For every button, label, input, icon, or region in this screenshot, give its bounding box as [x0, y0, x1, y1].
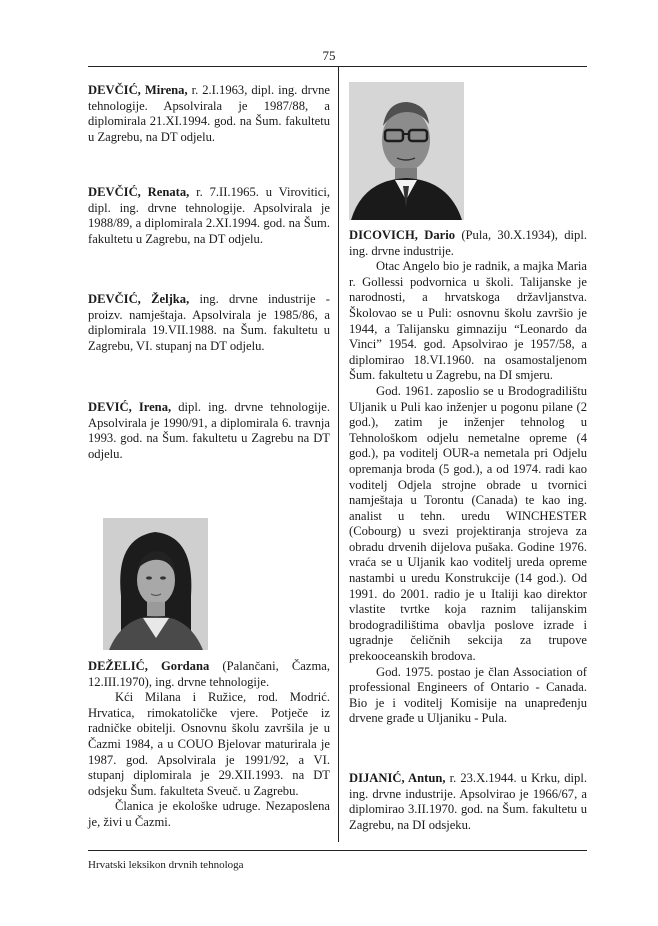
entry-text: r. 2.I.1963, dipl. ing. drvne tehnologije. Apsolvirala je 1987/88, a diplomirala 21.XI.1994. god. na Šum. fakultetu u Zagrebu, na DT odjelu.	[88, 83, 330, 144]
entry-name: DEVIĆ, Irena,	[88, 400, 172, 414]
column-divider	[338, 67, 339, 842]
entry-name: DEVČIĆ, Željka,	[88, 292, 190, 306]
entry-text: ing. drvne industrije - proizv. namještaja. Apsolvirala je 1985/86, a diplomirala 19.VII.1988. na Šum. fakultetu u Zagrebu, VI. stupanj na DT odjelu.	[88, 292, 330, 353]
entry-text: (Pula, 30.X.1934), dipl. ing. drvne industrije.	[349, 228, 587, 258]
entry-devcic-renata	[88, 185, 330, 247]
entry-text: r. 23.X.1944. u Krku, dipl. ing. drvne industrije. Apsolvirao je 1966/67, a diplomirao 3.II.1970. god. na Šum. fakultetu u Zagrebu, na DI odsjeku.	[349, 771, 588, 832]
portrait-photo-dicovich	[349, 82, 464, 220]
entry-name: DIJANIĆ, Antun,	[349, 771, 446, 785]
entry-name: DEVČIĆ, Mirena,	[88, 83, 188, 97]
entry-dezelic-gordana	[88, 659, 330, 831]
entry-paragraph: Kći Milana i Ružice, rod. Modrić. Hrvatica, rimokatoličke vjere. Potječe iz radničke obitelji. Osnovnu školu završila je u Čazmi 1984, a u COUO Bjelovar maturirala je 1987. god. Apsolvirala je 1991/92, a VI. stupanj diplomirala je 29.XII.1993. na DT odsjeku Šum. fakulteta Sveuč. u Zagrebu.	[88, 690, 330, 798]
entry-paragraph: God. 1975. postao je član Association of professional Engineers of Ontario - Canada. Bio je i voditelj Komisije na unapređenju drvene građe u Uljaniku - Pula.	[349, 664, 587, 726]
entry-devic-irena	[88, 400, 330, 462]
footer-text: Hrvatski leksikon drvnih tehnologa	[88, 859, 244, 871]
entry-text: r. 7.II.1965. u Virovitici, dipl. ing. drvne tehnologije. Apsolvirala je 1988/89, a diplomirala 2.XI.1994. god. na Šum. fakultetu u Zagrebu, na DT odjelu.	[88, 185, 330, 246]
entry-text: dipl. ing. drvne tehnologije. Apsolvirala je 1990/91, a diplomirala 6. travnja 1993. god. na Šum. fakultetu u Zagrebu na DT odjelu.	[88, 400, 330, 461]
entry-name: DICOVICH, Dario	[349, 228, 456, 242]
page-number: 75	[322, 48, 336, 63]
entry-text: (Palančani, Čazma, 12.III.1970), ing. drvne tehnologije.	[88, 659, 330, 689]
portrait-photo-dezelic	[103, 518, 208, 650]
entry-name: DEVČIĆ, Renata,	[88, 185, 190, 199]
entry-dijanic-antun	[349, 771, 587, 833]
entry-dicovich-dario	[349, 228, 587, 727]
entry-paragraph: Otac Angelo bio je radnik, a majka Maria r. Gollessi podvornica u školi. Talijanske je narodnosti, a hrvatskoga državljanstva. Školovao se u Puli: osnovnu školu završio je 1944, a Talijansku gimnaziju “Leonardo da Vinci” 1954. god. Apsolvirao je 1957/58, a diplomirao 18.VI.1960. na osamostaljenom Šum. fakultetu u Zagrebu, na DI smjeru.	[349, 259, 587, 383]
entry-name: DEŽELIĆ, Gordana	[88, 659, 210, 673]
entry-paragraph: Članica je ekološke udruge. Nezaposlena je, živi u Čazmi.	[88, 799, 330, 829]
entry-devcic-mirena	[88, 83, 330, 145]
entry-paragraph: God. 1961. zaposlio se u Brodogradilištu Uljanik u Puli kao inženjer u pogonu pilane (2 god.), zatim je inženjer tehnolog u Tehnološkom odjelu nemetalne opreme (4 god.), pa voditelj OUR-a nemetala pri Odjelu opremanja broda (5 god.), a od 1974. radi kao voditelj Odjela strojne obrade u tvornici namještaja u Torontu (Canada) te kao ing. analist u tehn. uredu WINCHESTER (Cobourg) u svezi projektiranja strojeva za obradu drvenih dijelova pušaka. Godine 1976. vraća se u Uljanik kao voditelj ureda opreme nastambi u uredu Konstrukcije (14 god.). Od 1991. do 2001. radio je u Italiji kao direktor vlastite tvrtke koja raznim talijanskim brodogradilištima obavlja poslove izrade i ugradnje čeličnih sekcija za trupove prekooceanskih brodova.	[349, 383, 587, 664]
entry-devcic-zeljka	[88, 292, 330, 354]
footer-rule	[88, 850, 587, 851]
